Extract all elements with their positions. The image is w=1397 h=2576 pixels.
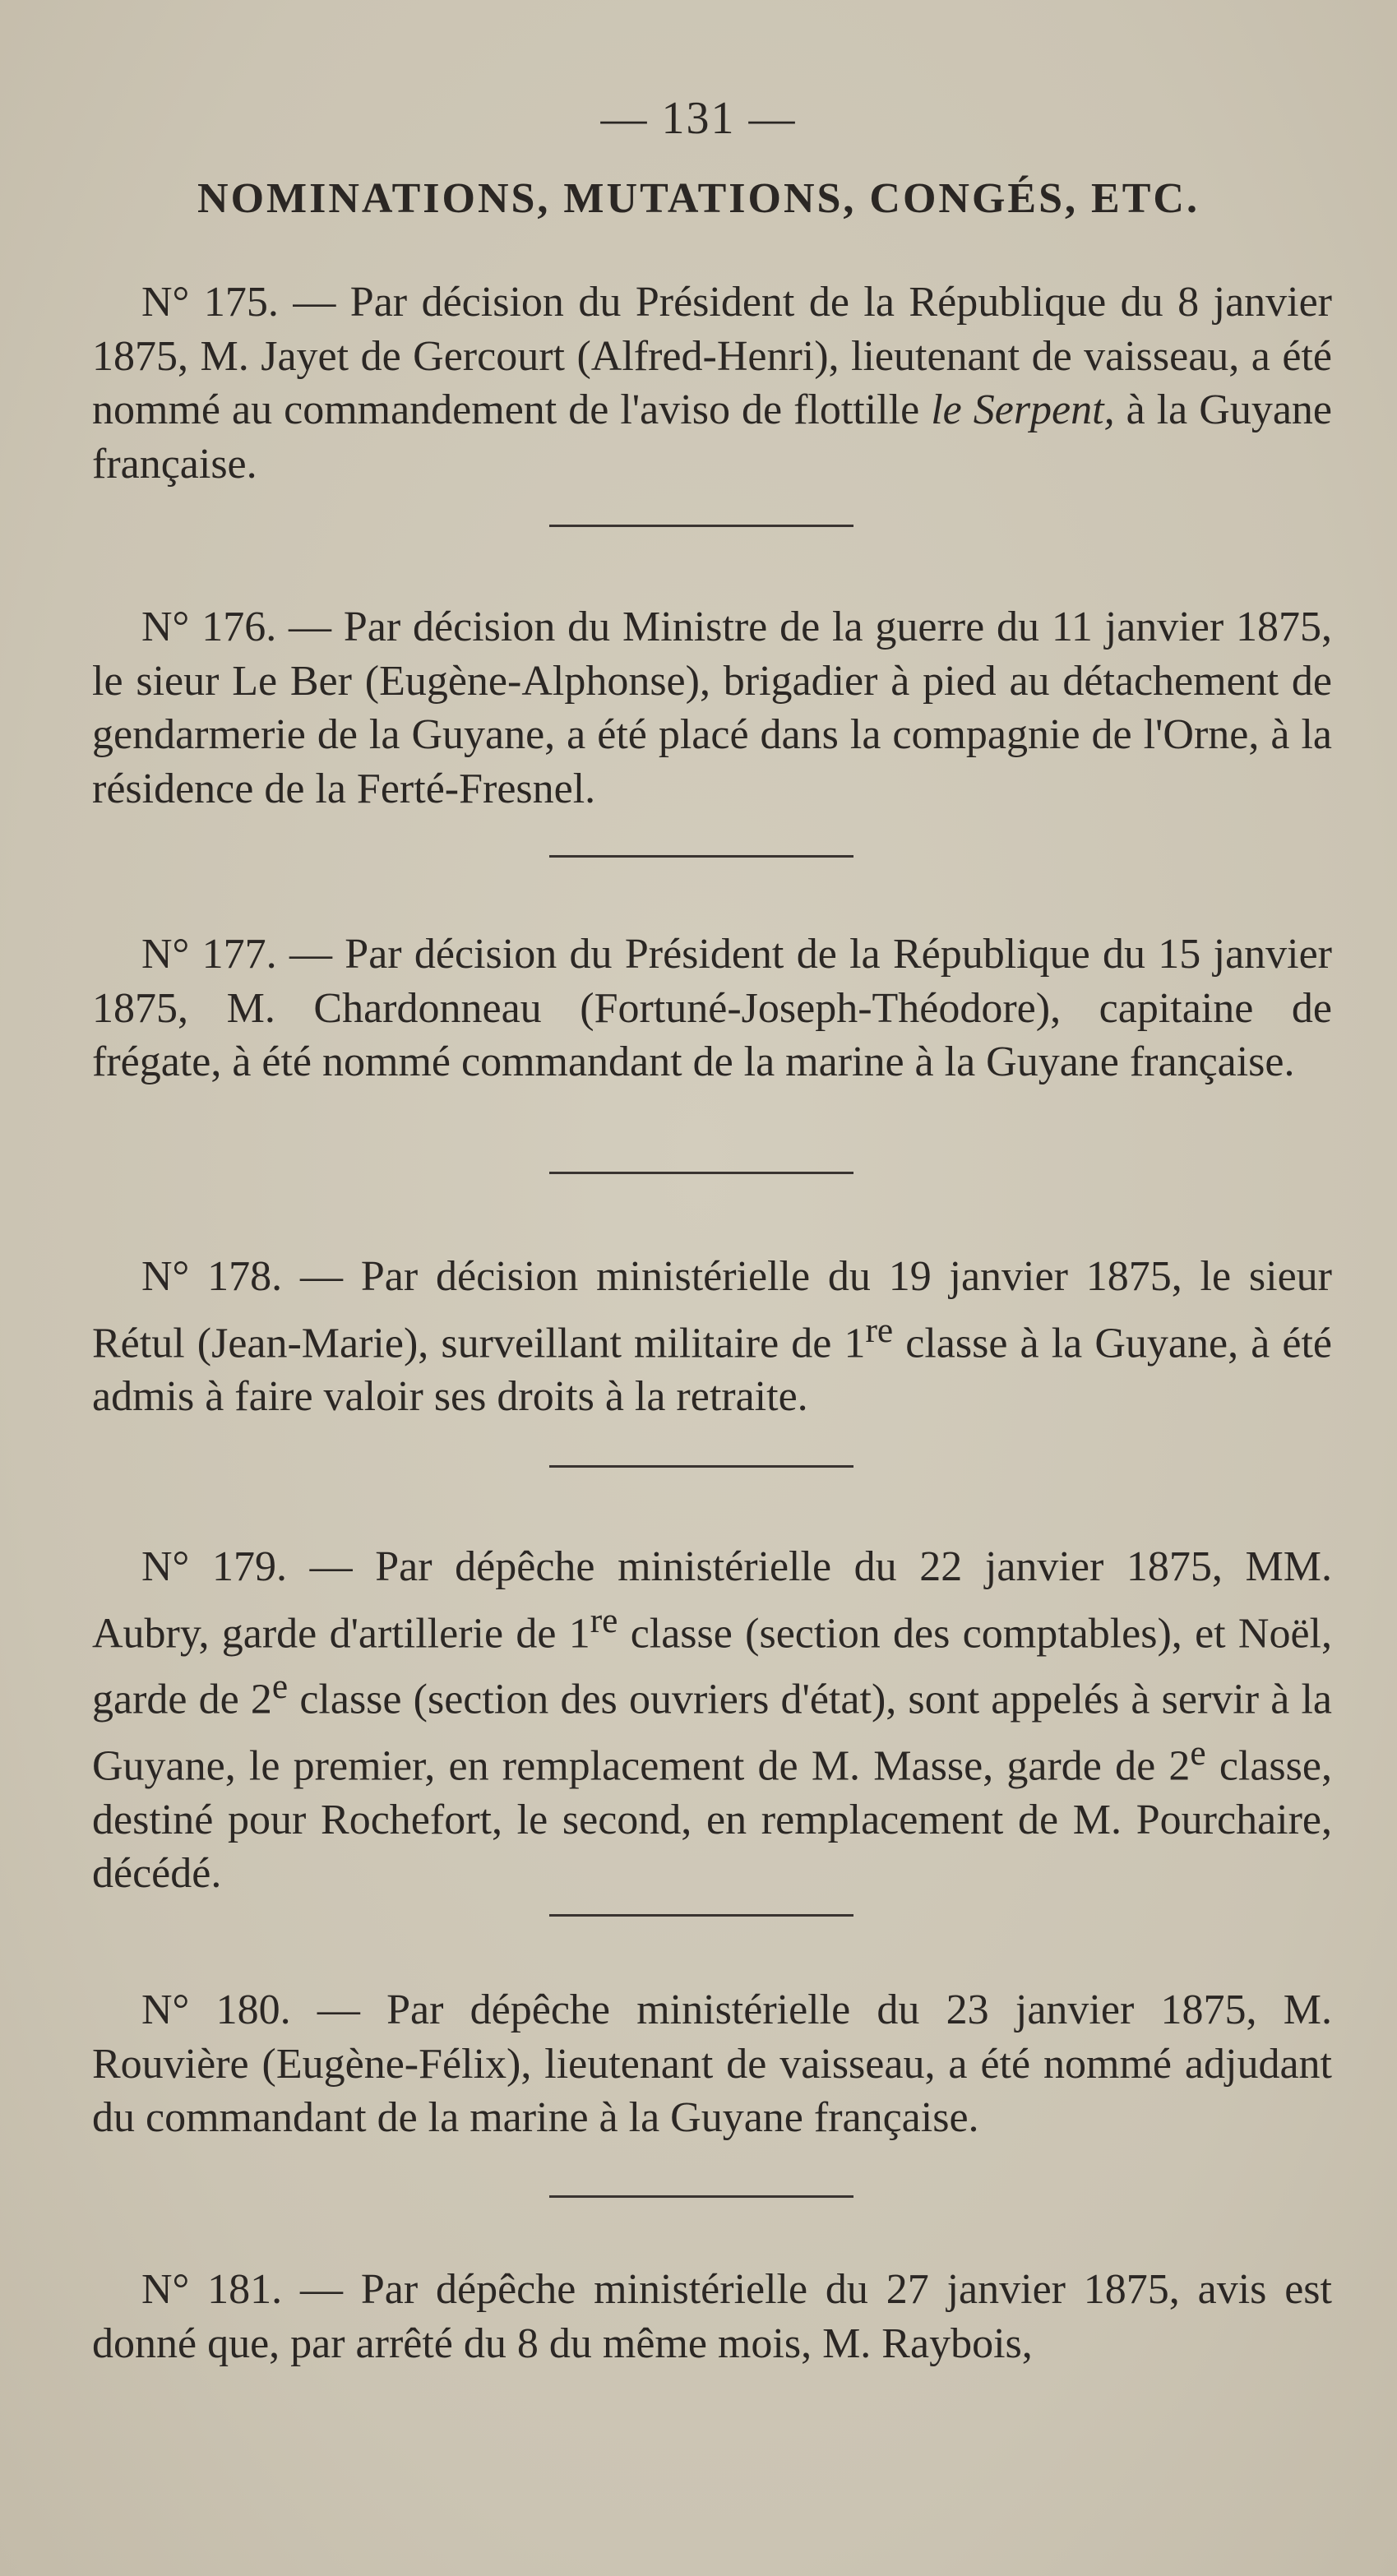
separator-rule bbox=[549, 525, 853, 527]
entry-177 bbox=[92, 927, 1332, 1089]
separator-rule bbox=[549, 855, 853, 858]
separator-rule bbox=[549, 1914, 853, 1917]
entry-text: N° 179. — Par dépêche ministérielle du 22 janvier 1875, MM. Aubry, garde d'artillerie de 1re classe (section des comptables), et Noël, garde de 2e classe (section des ouvriers d'état), sont appelés à servir à la Guyane, le premier, en remplacement de M. Masse, garde de 2e classe, destiné pour Rochefort, le second, en remplacement de M. Pourchaire, décédé. bbox=[92, 1543, 1332, 1898]
entry-text: N° 180. — Par dépêche ministérielle du 23 janvier 1875, M. Rouvière (Eugène-Félix), lieutenant de vaisseau, a été nommé adjudant du commandant de la marine à la Guyane française. bbox=[92, 1986, 1332, 2141]
entry-179 bbox=[92, 1540, 1332, 1901]
entry-180 bbox=[92, 1983, 1332, 2145]
separator-rule bbox=[549, 2195, 853, 2198]
entry-181 bbox=[92, 2263, 1332, 2370]
entry-176 bbox=[92, 600, 1332, 816]
entry-175 bbox=[92, 275, 1332, 491]
entry-text: N° 181. — Par dépêche ministérielle du 27 janvier 1875, avis est donné que, par arrêté du 8 du même mois, M. Raybois, bbox=[92, 2266, 1332, 2367]
ship-name: le Serpent, bbox=[931, 386, 1115, 433]
separator-rule bbox=[549, 1465, 853, 1468]
page-number: — 131 — bbox=[600, 93, 797, 144]
entry-178 bbox=[92, 1250, 1332, 1424]
entry-text: N° 176. — Par décision du Ministre de la guerre du 11 janvier 1875, le sieur Le Ber (Eugène-Alphonse), brigadier à pied au détachement de gendarmerie de la Guyane, a été placé dans la compagnie de l'Orne, à la résidence de la Ferté-Fresnel. bbox=[92, 604, 1332, 812]
section-heading: NOMINATIONS, MUTATIONS, CONGÉS, ETC. bbox=[197, 175, 1200, 222]
entry-text: N° 177. — Par décision du Président de la République du 15 janvier 1875, M. Chardonneau (Fortuné-Joseph-Théodore), capitaine de frégate, à été nommé commandant de la marine à la Guyane française. bbox=[92, 931, 1332, 1085]
separator-rule bbox=[549, 1172, 853, 1174]
entry-text: N° 178. — Par décision ministérielle du 19 janvier 1875, le sieur Rétul (Jean-Marie), surveillant militaire de 1re classe à la Guyane, à été admis à faire valoir ses droits à la retraite. bbox=[92, 1253, 1333, 1421]
entry-text: N° 175. — Par décision du Président de la République du 8 janvier 1875, M. Jayet de Gercourt (Alfred-Henri), lieutenant de vaisseau, a été nommé au commandement de l'aviso de flottille le Serpent, à la Guyane française. bbox=[92, 279, 1332, 488]
